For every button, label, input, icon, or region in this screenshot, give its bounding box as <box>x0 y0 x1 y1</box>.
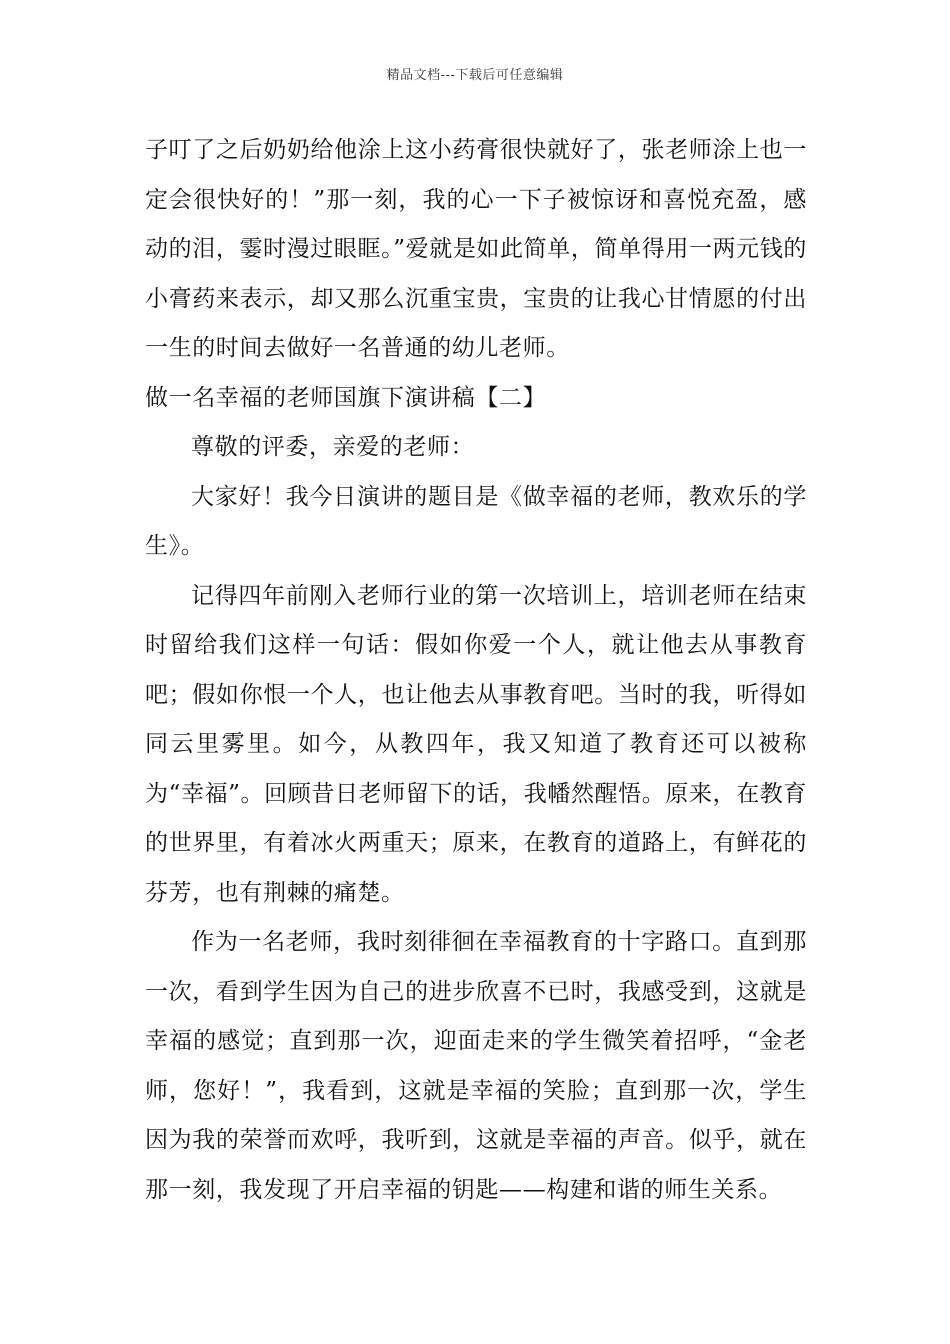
section-heading: 做一名幸福的老师国旗下演讲稿【二】 <box>145 384 547 411</box>
page-header: 精品文档---下载后可任意编辑 <box>386 68 564 83</box>
happiness-paragraph: 作为一名老师，我时刻徘徊在幸福教育的十字路口。直到那一次，看到学生因为自己的进步欣喜不已时，我感受到，这就是幸福的感觉；直到那一次，迎面走来的学生微笑着招呼，“金老师，您好！”，我看到，这就是幸福的笑脸；直到那一次，学生因为我的荣誉而欢呼，我听到，这就是幸福的声音。似乎，就在那一刻，我发现了开启幸福的钥匙——构建和谐的师生关系。 <box>145 929 807 1203</box>
memory-paragraph: 记得四年前刚入老师行业的第一次培训上，培训老师在结束时留给我们这样一句话：假如你爱一个人，就让他去从事教育吧；假如你恨一个人，也让他去从事教育吧。当时的我，听得如同云里雾里。如今，从教四年，我又知道了教育还可以被称为“幸福”。回顾昔日老师留下的话，我幡然醒悟。原来，在教育的世界里，有着冰火两重天；原来，在教育的道路上，有鲜花的芬芳，也有荆棘的痛楚。 <box>145 582 807 906</box>
greeting-paragraph: 尊敬的评委，亲爱的老师： <box>191 434 475 460</box>
paragraph-continuation: 子叮了之后奶奶给他涂上这小药膏很快就好了，张老师涂上也一定会很快好的！”那一刻，我的心一下子被惊讶和喜悦充盈，感动的泪，霎时漫过眼眶。”爱就是如此简单，简单得用一两元钱的小膏药来表示，却又那么沉重宝贵，宝贵的让我心甘情愿的付出一生的时间去做好一名普通的幼儿老师。 <box>145 137 807 361</box>
speech-title-paragraph: 大家好！我今日演讲的题目是《做幸福的老师，教欢乐的学生》。 <box>145 483 807 559</box>
document-body <box>145 126 807 1215</box>
